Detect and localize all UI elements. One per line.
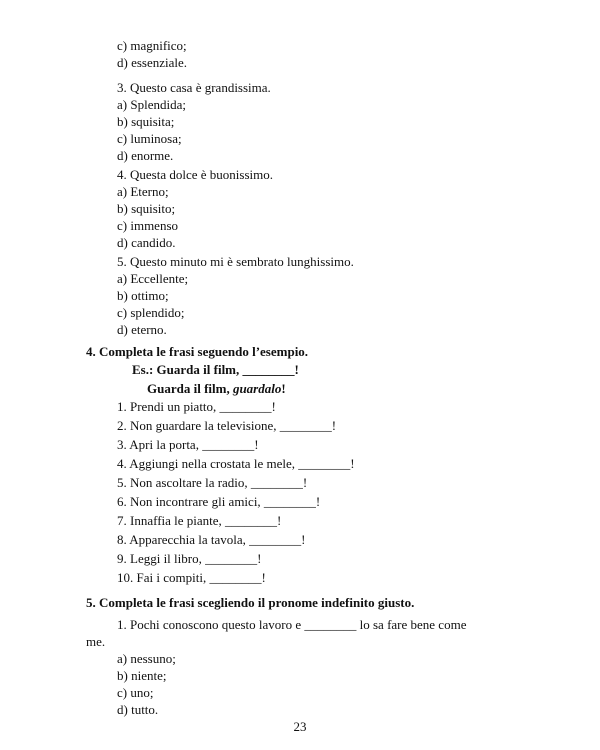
option-line: c) luminosa; — [117, 131, 182, 146]
question-text: 5. Questo minuto mi è sembrato lunghissimo. — [117, 254, 354, 269]
option-line: c) uno; — [117, 685, 154, 700]
exercise-item: 6. Non incontrare gli amici, ________! — [117, 494, 321, 509]
section-5-title: 5. Completa le frasi scegliendo il pronome indefinito giusto. — [86, 595, 415, 610]
option-line: a) Splendida; — [117, 97, 186, 112]
page-number: 23 — [293, 719, 307, 734]
exercise-item: 4. Aggiungi nella crostata le mele, ________! — [117, 456, 355, 471]
question-4 — [117, 166, 273, 251]
option-line: c) magnifico; — [117, 38, 187, 53]
example-answer-suffix: ! — [281, 381, 286, 396]
example-answer-word: guardalo — [232, 381, 282, 396]
exercise-item: 8. Apparecchia la tavola, ________! — [117, 532, 306, 547]
option-line: d) eterno. — [117, 322, 167, 337]
option-line: d) essenziale. — [117, 55, 188, 70]
prev-options-top — [117, 37, 187, 71]
exercise-item: 3. Apri la porta, ________! — [117, 437, 259, 452]
question-text: 3. Questo casa è grandissima. — [117, 80, 271, 95]
option-line: d) tutto. — [117, 702, 159, 717]
exercise-item: 10. Fai i compiti, ________! — [117, 570, 266, 585]
example-answer-line — [132, 379, 299, 398]
section-5-q1-line1: 1. Pochi conoscono questo lavoro e ________ lo sa fare bene come — [117, 617, 467, 632]
option-line: d) candido. — [117, 235, 176, 250]
option-line: a) Eccellente; — [117, 271, 189, 286]
section-4-items — [117, 397, 355, 587]
example-prompt: Es.: Guarda il film, ________! — [132, 362, 299, 377]
option-line: c) immenso — [117, 218, 179, 233]
section-4-title: 4. Completa le frasi seguendo l’esempio. — [86, 344, 309, 359]
section-5-q1-line2: me. — [86, 634, 106, 649]
option-line: b) squisito; — [117, 201, 176, 216]
example-answer-prefix: Guarda il film, — [147, 381, 233, 396]
exercise-item: 7. Innaffia le piante, ________! — [117, 513, 282, 528]
option-line: c) splendido; — [117, 305, 185, 320]
exercise-item: 9. Leggi il libro, ________! — [117, 551, 262, 566]
exercise-item: 5. Non ascoltare la radio, ________! — [117, 475, 308, 490]
option-line: b) squisita; — [117, 114, 175, 129]
option-line: a) Eterno; — [117, 184, 169, 199]
option-line: d) enorme. — [117, 148, 174, 163]
question-3 — [117, 79, 271, 164]
section-4-example — [132, 360, 299, 398]
section-5-q1-options — [117, 650, 176, 718]
question-text: 4. Questa dolce è buonissimo. — [117, 167, 273, 182]
question-5 — [117, 253, 354, 338]
exercise-item: 1. Prendi un piatto, ________! — [117, 399, 276, 414]
option-line: b) niente; — [117, 668, 167, 683]
option-line: b) ottimo; — [117, 288, 169, 303]
option-line: a) nessuno; — [117, 651, 176, 666]
exercise-item: 2. Non guardare la televisione, ________! — [117, 418, 337, 433]
